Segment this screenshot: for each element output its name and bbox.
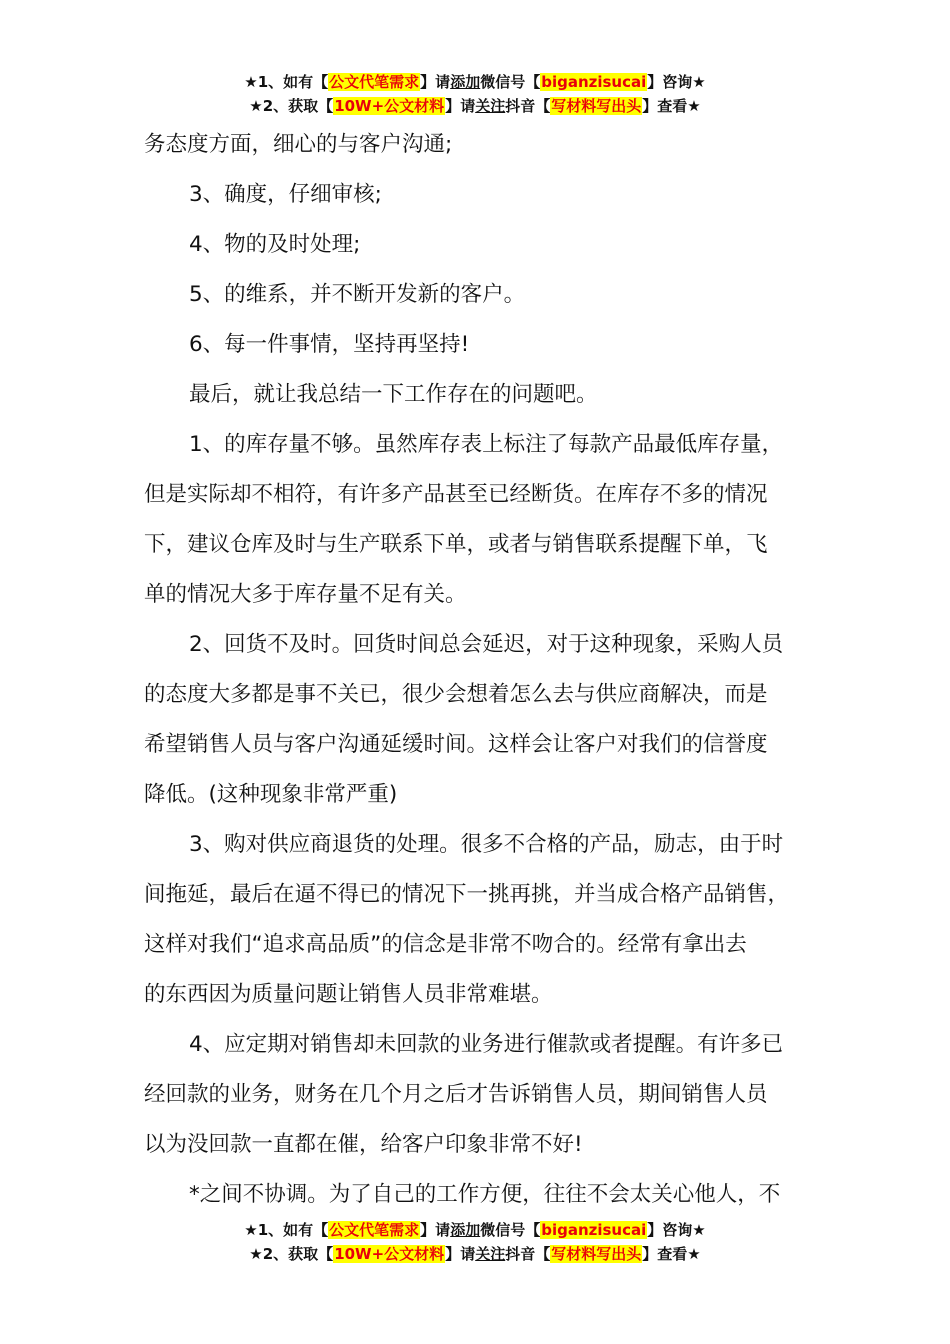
highlight-materials: 10W+公文材料	[334, 97, 445, 115]
highlight-douyin: 写材料写出头	[551, 97, 642, 115]
paragraph-line: 这样对我们“追求高品质”的信念是非常不吻合的。经常有拿出去	[144, 932, 747, 957]
paragraph-line: 单的情况大多于库存量不足有关。	[144, 582, 467, 607]
paragraph-line: 5、的维系，并不断开发新的客户。	[189, 282, 526, 307]
banner-line-1: ★1、如有【公文代笔需求】请添加微信号【biganzisucai】咨询★	[244, 1221, 706, 1239]
paragraph-line: 下，建议仓库及时与生产联系下单，或者与销售联系提醒下单，飞	[144, 532, 768, 557]
paragraph-line: 最后，就让我总结一下工作存在的问题吧。	[189, 382, 598, 407]
banner-line-2: ★2、获取【10W+公文材料】请关注抖音【写材料写出头】查看★	[249, 97, 701, 115]
paragraph-line: 6、每一件事情，坚持再坚持!	[189, 332, 470, 357]
highlight-wechat-id: biganzisucai	[541, 1221, 647, 1239]
paragraph-line: 务态度方面，细心的与客户沟通;	[144, 132, 453, 157]
highlight-service: 公文代笔需求	[329, 73, 420, 91]
bottom-banner	[0, 1218, 950, 1266]
paragraph-line: 3、确度，仔细审核;	[189, 182, 382, 207]
paragraph-line: 1、的库存量不够。虽然库存表上标注了每款产品最低库存量，	[189, 432, 784, 457]
banner-line-2: ★2、获取【10W+公文材料】请关注抖音【写材料写出头】查看★	[249, 1245, 701, 1263]
highlight-douyin: 写材料写出头	[551, 1245, 642, 1263]
highlight-service: 公文代笔需求	[329, 1221, 420, 1239]
star-icon: ★	[244, 73, 258, 91]
star-icon: ★	[244, 1221, 258, 1239]
paragraph-line: 4、物的及时处理;	[189, 232, 361, 257]
paragraph-line: 间拖延，最后在逼不得已的情况下一挑再挑，并当成合格产品销售，	[144, 882, 790, 907]
star-icon: ★	[249, 1245, 263, 1263]
paragraph-line: *之间不协调。为了自己的工作方便，往往不会太关心他人，不	[189, 1182, 781, 1207]
paragraph-line: 希望销售人员与客户沟通延缓时间。这样会让客户对我们的信誉度	[144, 732, 768, 757]
document-body	[144, 120, 844, 1220]
paragraph-line: 的东西因为质量问题让销售人员非常难堪。	[144, 982, 553, 1007]
paragraph-line: 4、应定期对销售却未回款的业务进行催款或者提醒。有许多已	[189, 1032, 784, 1057]
paragraph-line: 但是实际却不相符，有许多产品甚至已经断货。在库存不多的情况	[144, 482, 768, 507]
top-banner	[0, 70, 950, 118]
paragraph-line: 以为没回款一直都在催，给客户印象非常不好!	[144, 1132, 583, 1157]
paragraph-line: 2、回货不及时。回货时间总会延迟，对于这种现象，采购人员	[189, 632, 784, 657]
paragraph-line: 的态度大多都是事不关已，很少会想着怎么去与供应商解决，而是	[144, 682, 768, 707]
paragraph-line: 经回款的业务，财务在几个月之后才告诉销售人员，期间销售人员	[144, 1082, 768, 1107]
paragraph-line: 降低。(这种现象非常严重)	[144, 782, 398, 807]
paragraph-line: 3、购对供应商退货的处理。很多不合格的产品，励志，由于时	[189, 832, 784, 857]
star-icon: ★	[249, 97, 263, 115]
highlight-materials: 10W+公文材料	[334, 1245, 445, 1263]
banner-line-1: ★1、如有【公文代笔需求】请添加微信号【biganzisucai】咨询★	[244, 73, 706, 91]
highlight-wechat-id: biganzisucai	[541, 73, 647, 91]
